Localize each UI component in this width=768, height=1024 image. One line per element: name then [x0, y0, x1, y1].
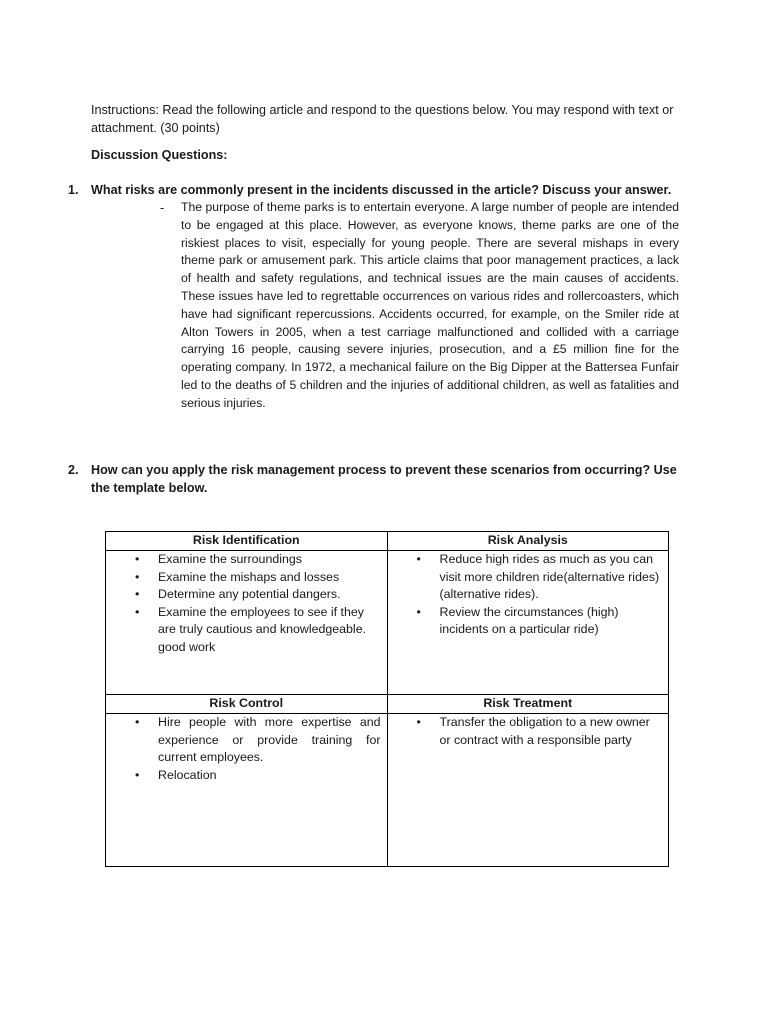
bullet-icon: •	[135, 569, 140, 584]
answer-1	[160, 199, 679, 413]
list-item	[388, 714, 669, 749]
list-item-text: Determine any potential dangers.	[158, 587, 341, 602]
list-item-text: Hire people with more expertise and experience or provide training for current employees.	[158, 715, 381, 765]
list-item	[106, 714, 387, 767]
risk-treatment-cell	[387, 714, 669, 867]
question-number: 1.	[68, 183, 79, 197]
bullet-list	[106, 551, 387, 657]
bullet-list	[388, 714, 669, 749]
bullet-icon: •	[135, 715, 140, 729]
answer-marker: -	[160, 201, 165, 215]
risk-identification-cell	[106, 551, 388, 695]
question-text: What risks are commonly present in the incidents discussed in the article? Discuss your answer.	[91, 183, 672, 197]
list-item	[106, 586, 387, 604]
bullet-icon: •	[135, 767, 140, 782]
list-item-text: Reduce high rides as much as you can visit more children ride(alternative rides) (alternative rides).	[439, 552, 660, 602]
table-header-row	[106, 695, 669, 714]
risk-management-table	[105, 531, 669, 867]
bullet-icon: •	[135, 552, 140, 566]
bullet-icon: •	[135, 604, 140, 619]
list-item-text: Examine the mishaps and losses	[158, 569, 340, 584]
question-1	[68, 181, 680, 199]
bullet-list	[388, 551, 669, 639]
bullet-list	[106, 714, 387, 784]
list-item	[106, 551, 387, 569]
table-body-row	[106, 714, 669, 867]
risk-analysis-cell	[387, 551, 669, 695]
question-number: 2.	[68, 463, 79, 477]
risk-analysis-header: Risk Analysis	[387, 532, 669, 551]
list-item-text: Examine the employees to see if they are truly cautious and knowledgeable. good work	[158, 604, 367, 654]
bullet-icon: •	[416, 552, 421, 566]
list-item-text: Review the circumstances (high) incidents on a particular ride)	[439, 604, 619, 637]
bullet-icon: •	[416, 715, 421, 729]
question-2	[68, 461, 680, 497]
bullet-icon: •	[135, 587, 140, 602]
risk-identification-header: Risk Identification	[106, 532, 388, 551]
list-item-text: Transfer the obligation to a new owner or contract with a responsible party	[439, 715, 650, 747]
list-item	[106, 767, 387, 785]
list-item-text: Examine the surroundings	[158, 552, 302, 566]
list-item	[106, 604, 387, 657]
risk-control-header: Risk Control	[106, 695, 388, 714]
table-header-row	[106, 532, 669, 551]
list-item	[388, 551, 669, 604]
risk-treatment-header: Risk Treatment	[387, 695, 669, 714]
table-body-row	[106, 551, 669, 695]
answer-text: The purpose of theme parks is to entertain everyone. A large number of people are intended to be engaged at this place. However, as everyone knows, theme parks are one of the riskiest places to visit, especially for young people. There are several mishaps in every theme park or amusement park. This article claims that poor management practices, a lack of health and safety regulations, and technical issues are the main causes of accidents. These issues have led to regrettable occurrences on various rides and rollercoasters, which have had significant repercussions. Accidents occurred, for example, on the Smiler ride at Alton Towers in 2005, when a test carriage malfunctioned and collided with a carriage carrying 16 people, causing severe injuries, prosecution, and a £5 million fine for the operating company. In 1972, a mechanical failure on the Big Dipper at the Battersea Funfair led to the deaths of 5 children and the injuries of additional children, as well as fatalities and serious injuries.	[181, 200, 679, 410]
bullet-icon: •	[416, 604, 421, 619]
discussion-heading: Discussion Questions:	[91, 148, 228, 162]
list-item-text: Relocation	[158, 767, 217, 782]
question-text: How can you apply the risk management process to prevent these scenarios from occurring? Use the template below.	[91, 463, 677, 495]
risk-control-cell	[106, 714, 388, 867]
list-item	[388, 604, 669, 639]
instructions-text: Instructions: Read the following article and respond to the questions below. You may respond with text or attachment. (30 points)	[91, 103, 674, 135]
list-item	[106, 569, 387, 587]
